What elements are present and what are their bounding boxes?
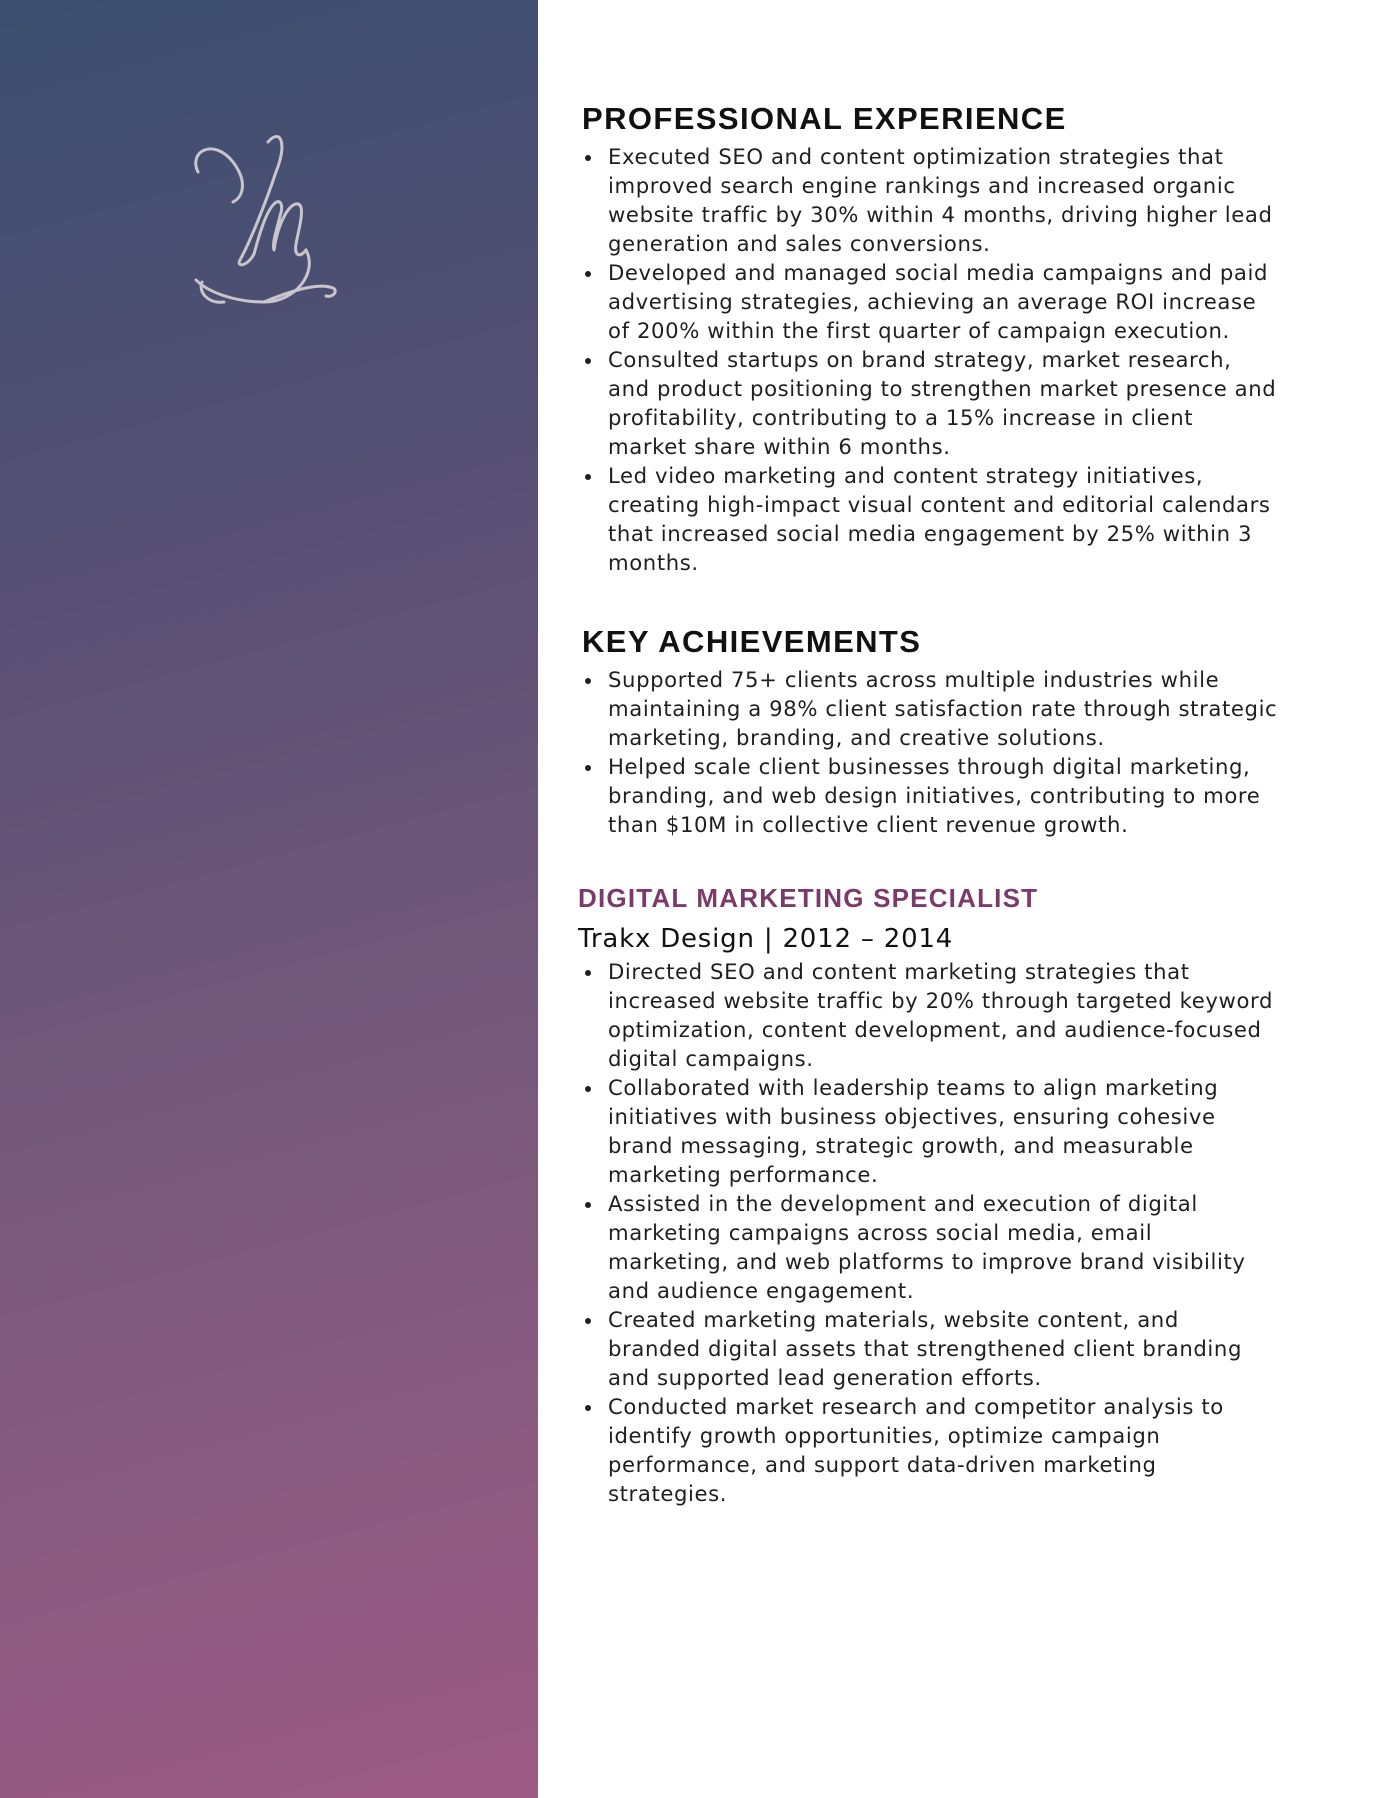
key-achievements-list <box>578 665 1278 839</box>
professional-experience-heading: PROFESSIONAL EXPERIENCE <box>582 101 1067 136</box>
job-company-dates: Trakx Design | 2012 – 2014 <box>578 924 954 954</box>
list-item: Developed and managed social media campaigns and paid advertising strategies, achieving an average ROI increase of 200% within the first quarter of campaign execution. <box>578 258 1278 345</box>
sidebar <box>0 0 538 1798</box>
monogram-logo-icon <box>188 132 338 312</box>
list-item: Consulted startups on brand strategy, market research, and product positioning to strengthen market presence and profitability, contributing to a 15% increase in client market share within 6 months. <box>578 345 1278 461</box>
job-title: DIGITAL MARKETING SPECIALIST <box>578 883 1039 913</box>
resume-content <box>578 96 1278 1508</box>
list-item: Led video marketing and content strategy initiatives, creating high-impact visual content and editorial calendars that increased social media engagement by 25% within 3 months. <box>578 461 1278 577</box>
list-item: Created marketing materials, website content, and branded digital assets that strengthened client branding and supported lead generation efforts. <box>578 1305 1278 1392</box>
list-item: Assisted in the development and execution of digital marketing campaigns across social media, email marketing, and web platforms to improve brand visibility and audience engagement. <box>578 1189 1278 1305</box>
list-item: Conducted market research and competitor analysis to identify growth opportunities, optimize campaign performance, and support data-driven marketing strategies. <box>578 1392 1278 1508</box>
job-responsibilities-list <box>578 957 1278 1508</box>
professional-experience-list <box>578 142 1278 577</box>
list-item: Supported 75+ clients across multiple industries while maintaining a 98% client satisfaction rate through strategic marketing, branding, and creative solutions. <box>578 665 1278 752</box>
list-item: Executed SEO and content optimization strategies that improved search engine rankings and increased organic website traffic by 30% within 4 months, driving higher lead generation and sales conversions. <box>578 142 1278 258</box>
list-item: Collaborated with leadership teams to align marketing initiatives with business objectives, ensuring cohesive brand messaging, strategic growth, and measurable marketing performance. <box>578 1073 1278 1189</box>
key-achievements-heading: KEY ACHIEVEMENTS <box>582 624 922 659</box>
list-item: Directed SEO and content marketing strategies that increased website traffic by 20% through targeted keyword optimization, content development, and audience-focused digital campaigns. <box>578 957 1278 1073</box>
list-item: Helped scale client businesses through digital marketing, branding, and web design initiatives, contributing to more than $10M in collective client revenue growth. <box>578 752 1278 839</box>
